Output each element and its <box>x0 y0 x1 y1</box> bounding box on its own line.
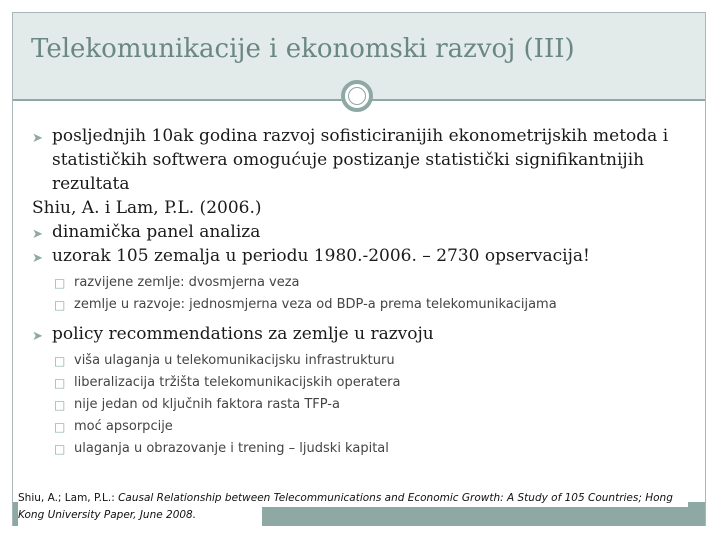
sub-bullet-item <box>32 294 692 316</box>
bullet-arrow-icon: ➤ <box>32 131 43 146</box>
bullet-item <box>32 220 692 244</box>
bullet-item <box>32 322 692 346</box>
square-bullet-icon: □ <box>54 354 66 368</box>
sub-bullet-text: moć apsorpcije <box>74 419 173 434</box>
square-bullet-icon: □ <box>54 276 66 290</box>
square-bullet-icon: □ <box>54 298 66 312</box>
bullet-arrow-icon: ➤ <box>32 251 43 266</box>
footnote <box>18 490 698 524</box>
bullet-text: dinamička panel analiza <box>52 222 261 242</box>
footnote-source: Causal Relationship between Telecommunications and Economic Growth: A Study of 105 Countries; Hong Kong University Paper, June 2008. <box>18 492 673 521</box>
slide-body <box>32 124 692 460</box>
sub-bullet-text: ulaganja u obrazovanje i trening – ljudski kapital <box>74 441 389 456</box>
slide-title: Telekomunikacije i ekonomski razvoj (III) <box>31 34 575 64</box>
sub-bullet-item <box>32 272 692 294</box>
sub-bullet-text: nije jedan od ključnih faktora rasta TFP-a <box>74 397 340 412</box>
sub-bullet-item <box>32 438 692 460</box>
square-bullet-icon: □ <box>54 376 66 390</box>
square-bullet-icon: □ <box>54 442 66 456</box>
sub-bullet-item <box>32 416 692 438</box>
sub-bullet-text: razvijene zemlje: dvosmjerna veza <box>74 275 300 290</box>
bullet-text: uzorak 105 zemalja u periodu 1980.-2006. – 2730 opservacija! <box>52 246 590 266</box>
bullet-text: policy recommendations za zemlje u razvoju <box>52 324 434 344</box>
sub-bullet-item <box>32 372 692 394</box>
bullet-arrow-icon: ➤ <box>32 227 43 242</box>
citation-text: Shiu, A. i Lam, P.L. (2006.) <box>32 198 262 218</box>
sub-bullet-text: zemlje u razvoje: jednosmjerna veza od BDP-a prema telekomunikacijama <box>74 297 557 312</box>
footnote-authors: Shiu, A.; Lam, P.L.: <box>18 492 119 504</box>
bullet-item <box>32 124 692 196</box>
ring-ornament-icon <box>341 80 373 112</box>
square-bullet-icon: □ <box>54 420 66 434</box>
bullet-arrow-icon: ➤ <box>32 329 43 344</box>
citation-line <box>32 196 692 220</box>
sub-bullet-item <box>32 350 692 372</box>
bullet-item <box>32 244 692 268</box>
sub-bullet-item <box>32 394 692 416</box>
sub-bullet-text: viša ulaganja u telekomunikacijsku infrastrukturu <box>74 353 395 368</box>
square-bullet-icon: □ <box>54 398 66 412</box>
sub-bullet-text: liberalizacija tržišta telekomunikacijskih operatera <box>74 375 401 390</box>
bullet-text: posljednjih 10ak godina razvoj sofisticiranijih ekonometrijskih metoda i statističkih softwera omogućuje postizanje statistički signifikantnijih rezultata <box>52 126 669 194</box>
